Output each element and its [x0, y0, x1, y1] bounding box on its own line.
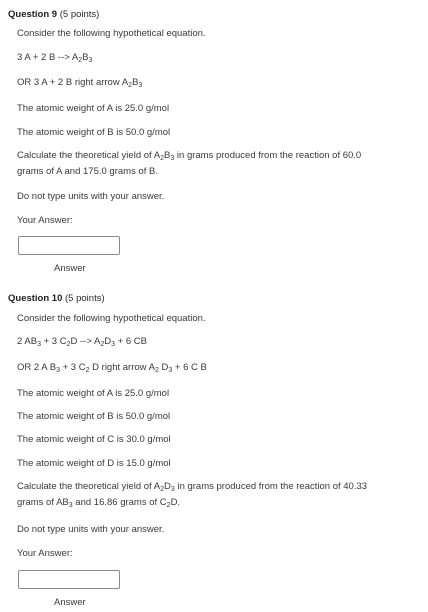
equation-alt-line: OR 2 A $B_3 + 3$ $C_2$ D right arrow $A_2$ $D_3 + 6$ C B: [17, 362, 207, 374]
no-units-note: Do not type units with your answer.: [17, 191, 165, 202]
atomic-weight-b: The atomic weight of B is 50.0 g/mol: [17, 127, 171, 138]
atomic-weight-a: The atomic weight of A is 25.0 g/mol: [17, 103, 170, 114]
equation-alt-line: OR 3 A + 2 B right arrow $A_2B_3$: [17, 77, 143, 89]
equation-line: 3 A + 2 B --> $A_2B_3$: [17, 52, 93, 64]
answer-input[interactable]: [18, 236, 120, 255]
question-10-header: [8, 293, 105, 304]
atomic-weight-a: The atomic weight of A is 25.0 g/mol: [17, 388, 170, 399]
equation-line: 2 $AB_3 + 3$ $C_2D$ --> $A_2D_3 + 6$ CB: [17, 336, 147, 348]
your-answer-label: Your Answer:: [17, 548, 73, 559]
calculation-prompt: Calculate the theoretical yield of $A_2D_3$ in grams produced from the reaction of 40.33 grams of $AB_3$ and 16.86 grams of $C_2D$.: [17, 481, 368, 509]
answer-input-label: Answer: [54, 597, 86, 608]
question-intro: Consider the following hypothetical equation.: [17, 313, 206, 324]
atomic-weight-d: The atomic weight of D is 15.0 g/mol: [17, 458, 171, 469]
atomic-weight-c: The atomic weight of C is 30.0 g/mol: [17, 434, 171, 445]
calculation-prompt: Calculate the theoretical yield of $A_2B_3$ in grams produced from the reaction of 60.0 grams of A and 175.0 grams of B.: [17, 150, 362, 177]
question-intro: Consider the following hypothetical equation.: [17, 28, 206, 39]
question-points: (5 points): [59, 9, 100, 20]
question-number: Question 9: [8, 9, 58, 20]
question-9-header: [8, 9, 99, 20]
question-points: (5 points): [65, 293, 105, 304]
answer-input[interactable]: [18, 570, 120, 589]
answer-input-label: Answer: [54, 263, 86, 274]
no-units-note: Do not type units with your answer.: [17, 524, 165, 535]
your-answer-label: Your Answer:: [17, 215, 73, 226]
atomic-weight-b: The atomic weight of B is 50.0 g/mol: [17, 411, 171, 422]
question-number: Question 10: [8, 293, 63, 304]
